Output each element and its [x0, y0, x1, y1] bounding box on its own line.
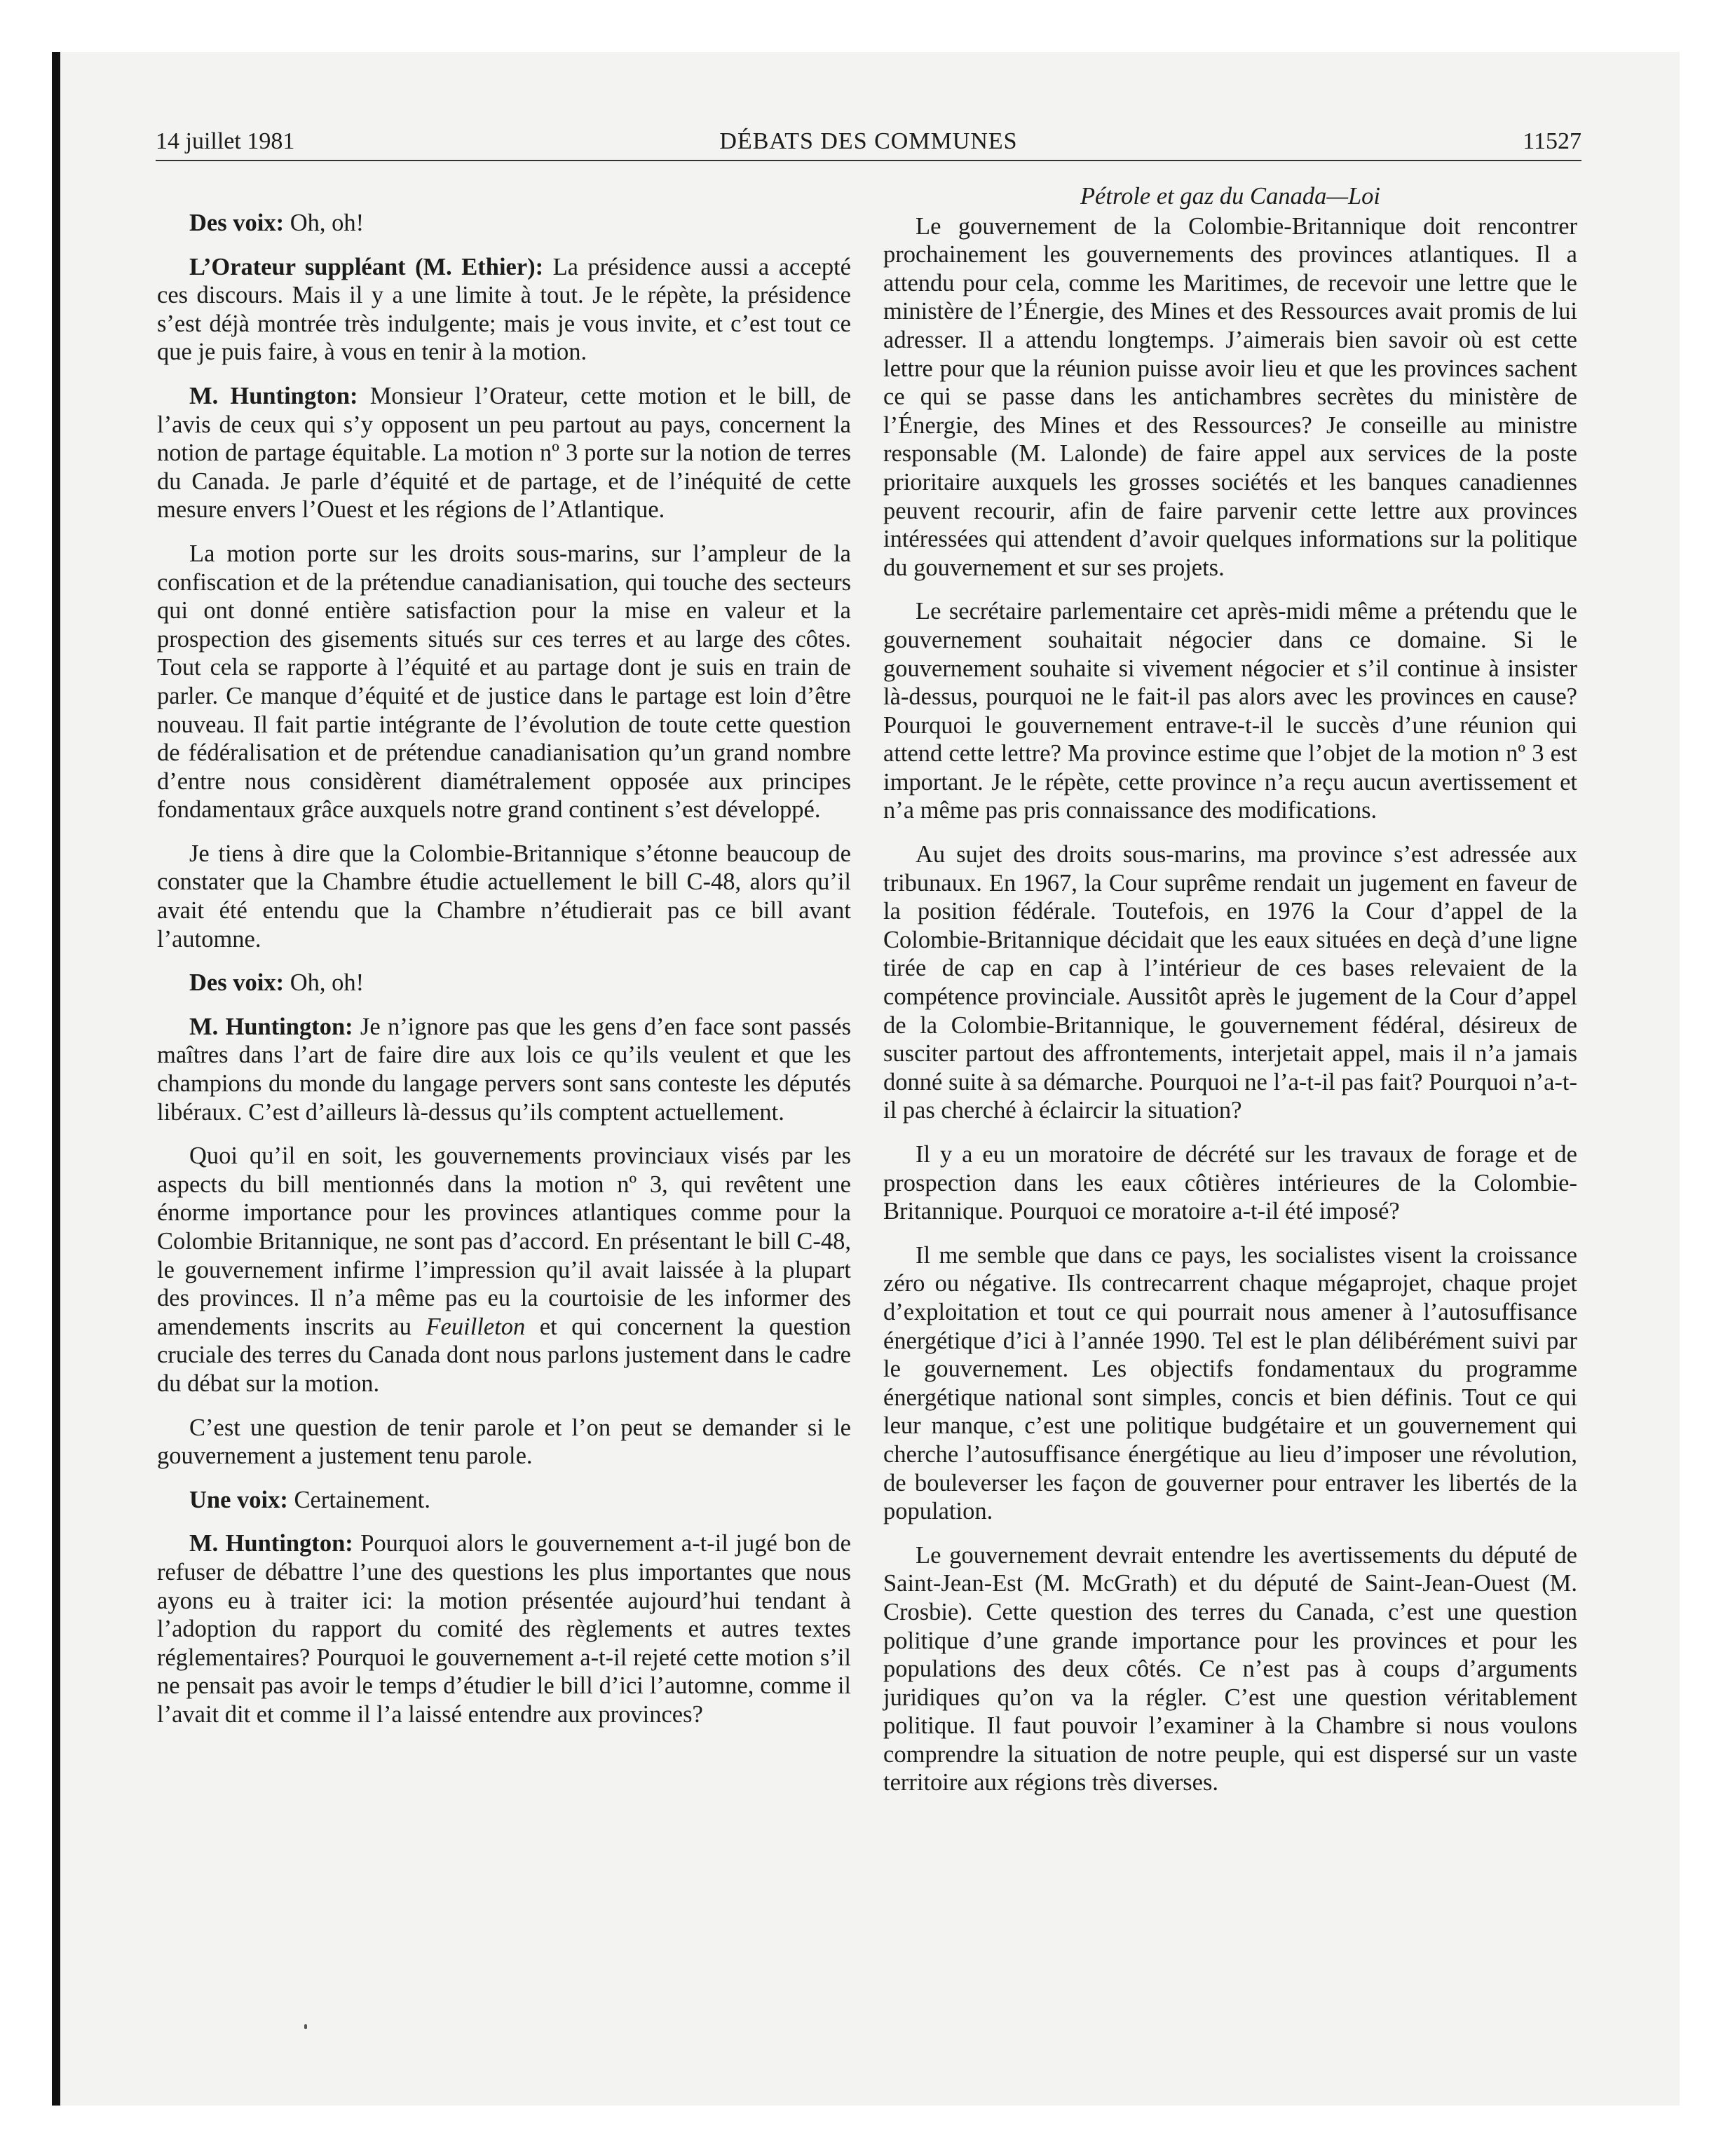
scan-speck	[304, 2024, 307, 2029]
paragraph: Il me semble que dans ce pays, les socialistes visent la croissance zéro ou négative. Ils contrecarrent chaque mégaprojet, chaque projet d’exploitation et tout ce qui pourrait nous amener à l’autosuffisance énergétique d’ici à l’année 1990. Tel est le plan délibérément suivi par le gouvernement. Les objectifs fondamentaux du programme énergétique national sont simples, concis et bien définis. Tout ce qui leur manque, c’est une politique budgétaire et un gouvernement qui cherche l’autosuffisance énergétique au lieu d’imposer une révolution, de bouleverser les façon de gouverner pour entraver les libertés de la population.	[883, 1241, 1577, 1525]
speaker-name: M. Huntington:	[189, 1013, 353, 1040]
paragraph	[157, 1142, 851, 1398]
paragraph-text: Je n’ignore pas que les gens d’en face sont passés maîtres dans l’art de faire dire aux lois ce qu’ils veulent et que les champions du monde du langage pervers sont sans conteste les députés libéraux. C’est d’ailleurs là-dessus qu’ils comptent actuellement.	[157, 1013, 851, 1126]
page-header	[156, 123, 1581, 161]
speaker-name: L’Orateur suppléant (M. Ethier):	[189, 253, 544, 280]
paragraph: Le secrétaire parlementaire cet après-midi même a prétendu que le gouvernement souhaitait négocier dans ce domaine. Si le gouvernement souhaite si vivement négocier et s’il continue à insister là-dessus, pourquoi ne le fait-il pas alors avec les provinces en cause? Pourquoi le gouvernement entrave-t-il le succès d’une réunion qui attend cette lettre? Ma province estime que l’objet de la motion nº 3 est important. Je le répète, cette province n’a reçu aucun avertissement et n’a même pas pris connaissance des modifications.	[883, 598, 1577, 824]
right-column	[883, 182, 1577, 1813]
paragraph	[157, 1013, 851, 1126]
paragraph-text: La présidence aussi a accepté ces discours. Mais il y a une limite à tout. Je le répète, la présidence s’est déjà montrée très indulgente; mais je vous invite, et c’est tout ce que je puis faire, à vous en tenir à la motion.	[157, 253, 851, 366]
paragraph	[157, 969, 851, 997]
left-column	[157, 209, 851, 1745]
speaker-name: Une voix:	[189, 1486, 288, 1513]
header-title: DÉBATS DES COMMUNES	[719, 128, 1018, 154]
paragraph-text: Je tiens à dire que la Colombie-Britannique s’étonne beaucoup de constater que la Chambre étudie actuellement le bill C-48, alors qu’il avait été entendu que la Chambre n’étudierait pas ce bill avant l’automne.	[157, 840, 851, 953]
paragraph-text: C’est une question de tenir parole et l’on peut se demander si le gouvernement a justement tenu parole.	[157, 1414, 851, 1470]
paragraph: Le gouvernement devrait entendre les avertissements du député de Saint-Jean-Est (M. McGrath) et du député de Saint-Jean-Ouest (M. Crosbie). Cette question des terres du Canada, c’est une question politique d’une grande importance pour les provinces et pour les populations des deux côtés. Ce n’est pas à coups d’arguments juridiques qu’on va la régler. C’est une question véritablement politique. Il faut pouvoir l’examiner à la Chambre si nous voulons comprendre la situation de notre peuple, qui est dispersé sur un vaste territoire aux régions très diverses.	[883, 1541, 1577, 1796]
paragraph-text: Oh, oh!	[284, 210, 365, 236]
paragraph-text: Certainement.	[287, 1486, 430, 1513]
paragraph-text: Monsieur l’Orateur, cette motion et le bill, de l’avis de ceux qui s’y opposent un peu partout au pays, concernent la notion de partage équitable. La motion nº 3 porte sur la notion de terres du Canada. Je parle d’équité et de partage, et de l’inéquité de cette mesure envers l’Ouest et les régions de l’Atlantique.	[157, 382, 852, 524]
binding-edge	[52, 52, 60, 2106]
page-number: 11527	[1523, 128, 1581, 154]
paragraph	[157, 209, 851, 238]
paragraph: Le gouvernement de la Colombie-Britannique doit rencontrer prochainement les gouvernements des provinces atlantiques. Il a attendu pour cela, comme les Maritimes, de recevoir une lettre que le ministère de l’Énergie, des Mines et des Ressources avait promis de lui adresser. Il a attendu longtemps. J’aimerais bien savoir où est cette lettre pour que la réunion puisse avoir lieu et que les provinces sachent ce qui se passe dans les antichambres secrètes du ministère de l’Énergie, des Mines et des Ressources? Je conseille au ministre responsable (M. Lalonde) de faire appel aux services de la poste prioritaire auxquels les grosses sociétés et les banques canadiennes peuvent recourir, afin de faire parvenir cette lettre aux provinces intéressées qui attendent d’avoir quelques informations sur la politique du gouvernement et sur ses projets.	[883, 212, 1577, 581]
paragraph-text: Quoi qu’il en soit, les gouvernements provinciaux visés par les aspects du bill mentionnés dans la motion nº 3, qui revêtent une énorme importance pour les provinces atlantiques comme pour la Colombie Britannique, ne sont pas d’accord. En présentant le bill C-48, le gouvernement infirme l’impression qu’il avait laissée à la plupart des provinces. Il n’a même pas eu la courtoisie de les informer des amendements inscrits au	[157, 1142, 851, 1340]
italic-term: Feuilleton	[426, 1313, 526, 1340]
paragraph	[157, 253, 851, 367]
paragraph	[157, 1529, 851, 1728]
paragraph	[157, 382, 851, 524]
paragraph: Il y a eu un moratoire de décrété sur les travaux de forage et de prospection dans les eaux côtières intérieures de la Colombie-Britannique. Pourquoi ce moratoire a-t-il été imposé?	[883, 1141, 1577, 1225]
speaker-name: Des voix:	[189, 210, 285, 236]
paragraph-text: Oh, oh!	[284, 969, 365, 997]
paragraph: Au sujet des droits sous-marins, ma province s’est adressée aux tribunaux. En 1967, la Cour suprême rendait un jugement en faveur de la position fédérale. Toutefois, en 1976 la Cour d’appel de la Colombie-Britannique décidait que les eaux situées en deçà d’une ligne tirée de cap en cap à l’intérieur de ces bases relevaient de la compétence provinciale. Aussitôt après le jugement de la Cour d’appel de la Colombie-Britannique, le gouvernement fédéral, désireux de susciter partout des affrontements, interjetait appel, mais il n’a jamais donné suite à sa démarche. Pourquoi ne l’a-t-il pas fait? Pourquoi n’a-t-il pas cherché à éclaircir la situation?	[883, 841, 1577, 1124]
paragraph	[157, 1414, 851, 1471]
running-title: Pétrole et gaz du Canada—Loi	[1080, 183, 1381, 210]
paragraph	[157, 1486, 851, 1515]
paragraph-text: La motion porte sur les droits sous-marins, sur l’ampleur de la confiscation et de la prétendue canadianisation, qui touche des secteurs qui ont donné entière satisfaction pour la mise en valeur et la prospection des gisements situés sur ces terres et au large des côtes. Tout cela se rapporte à l’équité et au partage dont je suis en train de parler. Ce manque d’équité et de justice dans le partage est loin d’être nouveau. Il fait partie intégrante de l’évolution de toute cette question de fédéralisation et de prétendue canadianisation qu’un grand nombre d’entre nous considèrent diamétralement opposée aux principes fondamentaux grâce auxquels notre grand continent s’est développé.	[157, 540, 851, 824]
paragraph-text: et qui concernent la question cruciale des terres du Canada dont nous parlons justement dans le cadre du débat sur la motion.	[157, 1313, 852, 1397]
paragraph-text: Pourquoi alors le gouvernement a-t-il jugé bon de refuser de débattre l’une des questions les plus importantes que nous ayons eu à traiter ici: la motion présentée aujourd’hui tendant à l’adoption du rapport du comité des règlements et autres textes réglementaires? Pourquoi le gouvernement a-t-il rejeté cette motion s’il ne pensait pas avoir le temps d’étudier le bill d’ici l’automne, comme il l’avait dit et comme il l’a laissé entendre aux provinces?	[157, 1530, 851, 1728]
speaker-name: M. Huntington:	[189, 382, 358, 409]
speaker-name: M. Huntington:	[189, 1530, 353, 1557]
paragraph	[157, 540, 851, 824]
header-date: 14 juillet 1981	[156, 128, 295, 154]
speaker-name: Des voix:	[189, 969, 285, 997]
paragraph	[157, 840, 851, 953]
